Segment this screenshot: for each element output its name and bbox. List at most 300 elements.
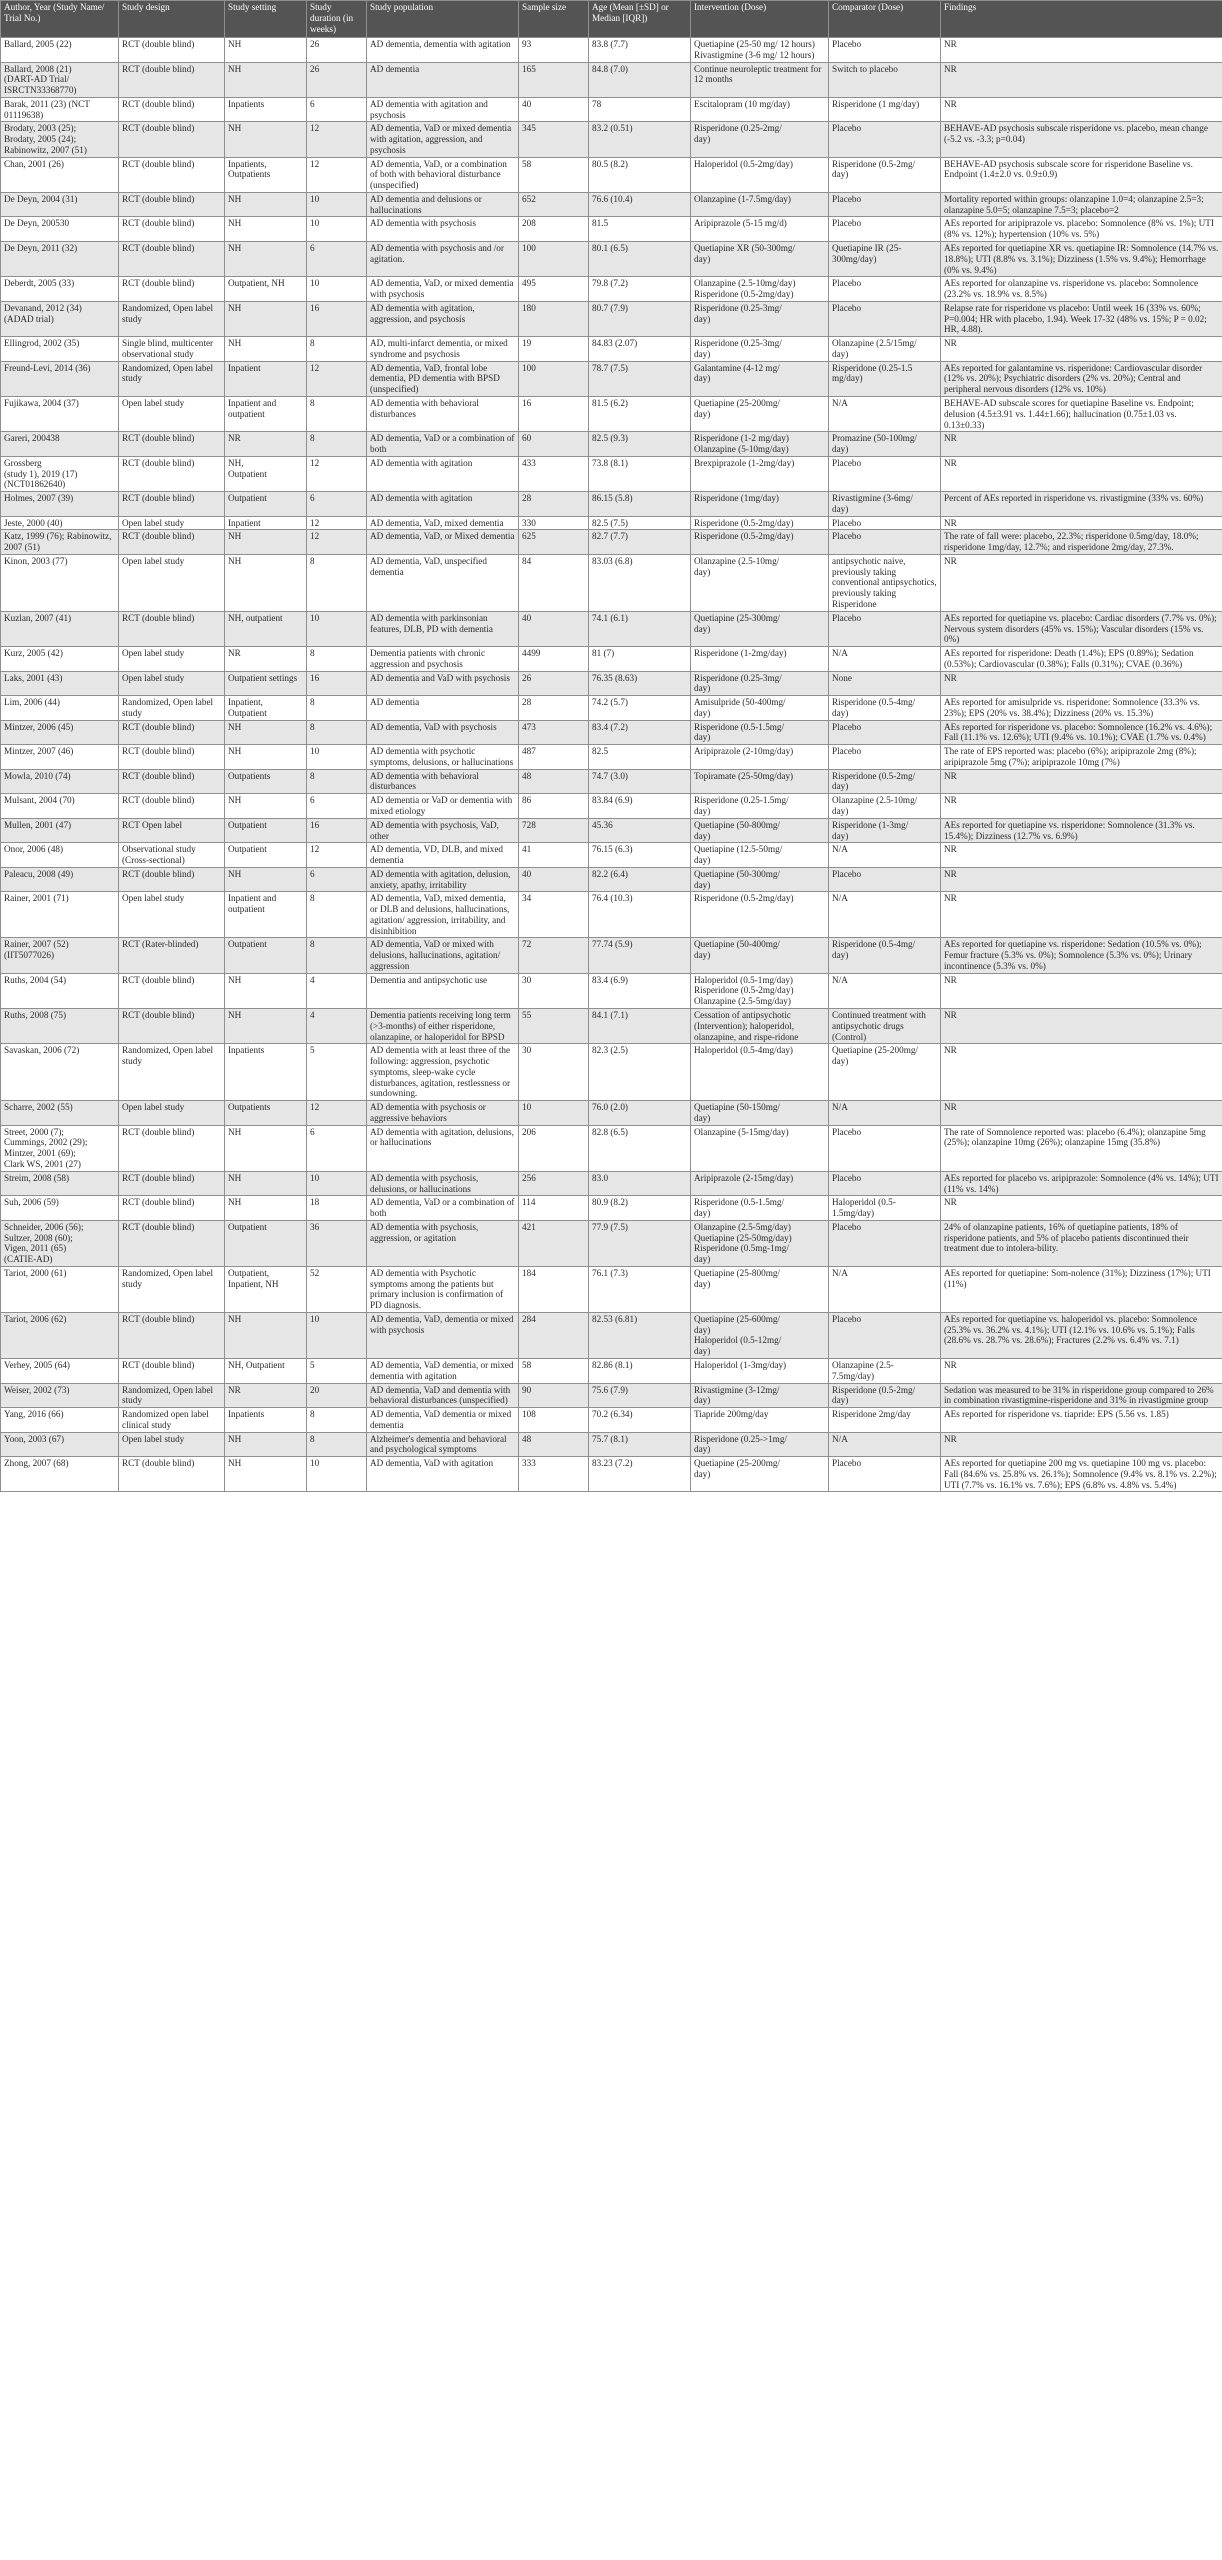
cell-findings: NR bbox=[941, 794, 1222, 819]
cell-setting: Inpatient bbox=[225, 516, 307, 530]
cell-sample: 421 bbox=[519, 1220, 589, 1266]
cell-intervention: Olanzapine (5-15mg/day) bbox=[691, 1125, 829, 1171]
cell-design: RCT (double blind) bbox=[119, 973, 225, 1008]
cell-population: AD dementia with agitation bbox=[367, 492, 519, 517]
cell-author: Mullen, 2001 (47) bbox=[1, 818, 119, 843]
cell-findings: The rate of fall were: placebo, 22.3%; risperidone 0.5mg/day, 18.0%; risperidone 1mg/day, 12.7%; and risperidone 2mg/day, 27.3%. bbox=[941, 530, 1222, 555]
cell-duration: 5 bbox=[307, 1358, 367, 1383]
cell-age: 84.1 (7.1) bbox=[589, 1009, 691, 1044]
cell-findings: NR bbox=[941, 62, 1222, 97]
cell-intervention: Quetiapine (25-200mg/ day) bbox=[691, 396, 829, 431]
cell-sample: 345 bbox=[519, 122, 589, 157]
cell-comparator: N/A bbox=[829, 1432, 941, 1457]
cell-design: RCT (double blind) bbox=[119, 1312, 225, 1358]
cell-age: 75.6 (7.9) bbox=[589, 1383, 691, 1408]
cell-age: 83.8 (7.7) bbox=[589, 38, 691, 63]
cell-author: Katz, 1999 (76); Rabinowitz, 2007 (51) bbox=[1, 530, 119, 555]
cell-author: De Deyn, 200530 bbox=[1, 217, 119, 242]
cell-intervention: Risperidone (0.5-2mg/day) bbox=[691, 530, 829, 555]
cell-age: 80.1 (6.5) bbox=[589, 242, 691, 277]
table-row bbox=[1, 1408, 1222, 1433]
cell-population: AD dementia bbox=[367, 696, 519, 721]
table-row bbox=[1, 1196, 1222, 1221]
cell-sample: 28 bbox=[519, 696, 589, 721]
cell-design: Randomized, Open label study bbox=[119, 1266, 225, 1312]
cell-design: Randomized, Open label study bbox=[119, 361, 225, 396]
table-body bbox=[1, 38, 1222, 1492]
cell-setting: Outpatient bbox=[225, 492, 307, 517]
cell-duration: 8 bbox=[307, 554, 367, 611]
cell-sample: 41 bbox=[519, 843, 589, 868]
cell-findings: NR bbox=[941, 516, 1222, 530]
cell-population: AD dementia, VaD with psychosis bbox=[367, 720, 519, 745]
cell-duration: 5 bbox=[307, 1044, 367, 1101]
cell-intervention: Haloperidol (0.5-2mg/day) bbox=[691, 157, 829, 192]
cell-sample: 165 bbox=[519, 62, 589, 97]
cell-setting: NH, Outpatient bbox=[225, 1358, 307, 1383]
cell-population: AD dementia, VaD dementia or mixed dementia bbox=[367, 1408, 519, 1433]
cell-comparator: Placebo bbox=[829, 745, 941, 770]
cell-intervention: Risperidone (0.25-3mg/ day) bbox=[691, 337, 829, 362]
cell-intervention: Continue neuroleptic treatment for 12 months bbox=[691, 62, 829, 97]
table-row bbox=[1, 157, 1222, 192]
table-row bbox=[1, 1358, 1222, 1383]
cell-age: 83.84 (6.9) bbox=[589, 794, 691, 819]
cell-comparator: Risperidone (0.5-2mg/ day) bbox=[829, 157, 941, 192]
cell-findings: NR bbox=[941, 554, 1222, 611]
cell-age: 45.36 bbox=[589, 818, 691, 843]
table-row bbox=[1, 361, 1222, 396]
cell-sample: 208 bbox=[519, 217, 589, 242]
column-header-design: Study design bbox=[119, 1, 225, 38]
cell-comparator: Promazine (50-100mg/ day) bbox=[829, 432, 941, 457]
cell-intervention: Risperidone (1-2mg/day) bbox=[691, 647, 829, 672]
cell-age: 82.5 (7.5) bbox=[589, 516, 691, 530]
cell-intervention: Quetiapine XR (50-300mg/ day) bbox=[691, 242, 829, 277]
cell-intervention: Quetiapine (50-800mg/ day) bbox=[691, 818, 829, 843]
cell-author: Mulsant, 2004 (70) bbox=[1, 794, 119, 819]
cell-intervention: Risperidone (1mg/day) bbox=[691, 492, 829, 517]
cell-duration: 10 bbox=[307, 745, 367, 770]
column-header-population: Study population bbox=[367, 1, 519, 38]
cell-author: Grossberg (study 1), 2019 (17) (NCT01862640) bbox=[1, 456, 119, 491]
cell-sample: 28 bbox=[519, 492, 589, 517]
cell-intervention: Quetiapine (25-800mg/ day) bbox=[691, 1266, 829, 1312]
cell-setting: NH bbox=[225, 1125, 307, 1171]
cell-comparator: Risperidone (0.5-2mg/ day) bbox=[829, 1383, 941, 1408]
cell-sample: 256 bbox=[519, 1171, 589, 1196]
cell-author: Verhey, 2005 (64) bbox=[1, 1358, 119, 1383]
cell-comparator: Placebo bbox=[829, 301, 941, 336]
cell-setting: Inpatients bbox=[225, 1408, 307, 1433]
cell-intervention: Risperidone (0.25-3mg/ day) bbox=[691, 671, 829, 696]
table-row bbox=[1, 492, 1222, 517]
cell-author: Savaskan, 2006 (72) bbox=[1, 1044, 119, 1101]
cell-design: RCT (double blind) bbox=[119, 530, 225, 555]
column-header-intervention: Intervention (Dose) bbox=[691, 1, 829, 38]
cell-population: AD dementia, VaD or mixed with delusions, hallucinations, agitation/ aggression bbox=[367, 938, 519, 973]
cell-findings: AEs reported for galantamine vs. risperidone: Cardiovascular disorder (12% vs. 20%); Psychiatric disorders (2% vs. 20%); Central and peripheral nervous disorders (12% vs. 10%) bbox=[941, 361, 1222, 396]
cell-design: RCT (double blind) bbox=[119, 1220, 225, 1266]
cell-findings: NR bbox=[941, 892, 1222, 938]
cell-sample: 100 bbox=[519, 242, 589, 277]
cell-duration: 6 bbox=[307, 1125, 367, 1171]
cell-author: Rainer, 2007 (52) (IIT5077026) bbox=[1, 938, 119, 973]
cell-population: AD dementia, VaD or a combination of both bbox=[367, 432, 519, 457]
cell-author: Streim, 2008 (58) bbox=[1, 1171, 119, 1196]
cell-population: AD dementia with agitation, aggression, and psychosis bbox=[367, 301, 519, 336]
cell-age: 83.4 (6.9) bbox=[589, 973, 691, 1008]
cell-intervention: Olanzapine (1-7.5mg/day) bbox=[691, 192, 829, 217]
cell-sample: 55 bbox=[519, 1009, 589, 1044]
cell-comparator: Placebo bbox=[829, 530, 941, 555]
cell-comparator: Olanzapine (2.5- 7.5mg/day) bbox=[829, 1358, 941, 1383]
cell-intervention: Quetiapine (25-600mg/ day) Haloperidol (0.5-12mg/ day) bbox=[691, 1312, 829, 1358]
cell-duration: 18 bbox=[307, 1196, 367, 1221]
cell-intervention: Risperidone (0.5-1.5mg/ day) bbox=[691, 720, 829, 745]
cell-intervention: Risperidone (0.25-3mg/ day) bbox=[691, 301, 829, 336]
cell-findings: NR bbox=[941, 973, 1222, 1008]
cell-population: AD dementia or VaD or dementia with mixed etiology bbox=[367, 794, 519, 819]
cell-design: RCT (double blind) bbox=[119, 62, 225, 97]
cell-intervention: Quetiapine (50-300mg/ day) bbox=[691, 867, 829, 892]
cell-design: RCT (double blind) bbox=[119, 611, 225, 646]
cell-intervention: Risperidone (1-2 mg/day) Olanzapine (5-10mg/day) bbox=[691, 432, 829, 457]
cell-intervention: Tiapride 200mg/day bbox=[691, 1408, 829, 1433]
table-row bbox=[1, 1457, 1222, 1492]
cell-findings: The rate of EPS reported was: placebo (6%); aripiprazole 2mg (8%); aripiprazole 5mg (7%); aripiprazole 10mg (7%) bbox=[941, 745, 1222, 770]
cell-intervention: Galantamine (4-12 mg/ day) bbox=[691, 361, 829, 396]
cell-setting: Outpatient settings bbox=[225, 671, 307, 696]
cell-age: 81 (7) bbox=[589, 647, 691, 672]
cell-age: 83.2 (0.51) bbox=[589, 122, 691, 157]
cell-duration: 10 bbox=[307, 1171, 367, 1196]
cell-population: AD dementia, VaD or mixed dementia with agitation, aggression, and psychosis bbox=[367, 122, 519, 157]
cell-intervention: Quetiapine (25-50 mg/ 12 hours) Rivastigmine (3-6 mg/ 12 hours) bbox=[691, 38, 829, 63]
cell-comparator: Risperidone (1 mg/day) bbox=[829, 97, 941, 122]
cell-design: Single blind, multicenter observational study bbox=[119, 337, 225, 362]
cell-design: Randomized, Open label study bbox=[119, 1044, 225, 1101]
cell-design: RCT (double blind) bbox=[119, 192, 225, 217]
cell-setting: NR bbox=[225, 1383, 307, 1408]
cell-duration: 12 bbox=[307, 157, 367, 192]
cell-findings: Percent of AEs reported in risperidone vs. rivastigmine (33% vs. 60%) bbox=[941, 492, 1222, 517]
column-header-findings: Findings bbox=[941, 1, 1222, 38]
cell-intervention: Risperidone (0.5-2mg/day) bbox=[691, 892, 829, 938]
cell-setting: NH bbox=[225, 242, 307, 277]
cell-design: Open label study bbox=[119, 1432, 225, 1457]
cell-age: 70.2 (6.34) bbox=[589, 1408, 691, 1433]
table-row bbox=[1, 973, 1222, 1008]
cell-age: 82.53 (6.81) bbox=[589, 1312, 691, 1358]
cell-design: RCT (double blind) bbox=[119, 1125, 225, 1171]
cell-author: Weiser, 2002 (73) bbox=[1, 1383, 119, 1408]
cell-sample: 48 bbox=[519, 1432, 589, 1457]
cell-duration: 8 bbox=[307, 396, 367, 431]
cell-findings: NR bbox=[941, 769, 1222, 794]
cell-population: AD dementia with psychosis, delusions, or hallucinations bbox=[367, 1171, 519, 1196]
cell-comparator: N/A bbox=[829, 892, 941, 938]
cell-duration: 10 bbox=[307, 277, 367, 302]
cell-population: AD dementia, VaD, frontal lobe dementia, PD dementia with BPSD (unspecified) bbox=[367, 361, 519, 396]
cell-sample: 284 bbox=[519, 1312, 589, 1358]
cell-author: Kurz, 2005 (42) bbox=[1, 647, 119, 672]
cell-intervention: Haloperidol (0.5-1mg/day) Risperidone (0.5-2mg/day) Olanzapine (2.5-5mg/day) bbox=[691, 973, 829, 1008]
cell-setting: Inpatients bbox=[225, 1044, 307, 1101]
table-row bbox=[1, 396, 1222, 431]
cell-setting: NH bbox=[225, 867, 307, 892]
cell-findings: NR bbox=[941, 1358, 1222, 1383]
cell-age: 81.5 bbox=[589, 217, 691, 242]
cell-comparator: Placebo bbox=[829, 217, 941, 242]
cell-author: Chan, 2001 (26) bbox=[1, 157, 119, 192]
table-row bbox=[1, 301, 1222, 336]
cell-comparator: Risperidone (0.5-4mg/ day) bbox=[829, 696, 941, 721]
cell-population: AD dementia, VaD, mixed dementia, or DLB and delusions, hallucinations, agitation/ aggression, irritability, and disinhibition bbox=[367, 892, 519, 938]
cell-age: 78 bbox=[589, 97, 691, 122]
cell-population: Dementia and antipsychotic use bbox=[367, 973, 519, 1008]
cell-intervention: Olanzapine (2.5-10mg/ day) bbox=[691, 554, 829, 611]
cell-design: Open label study bbox=[119, 396, 225, 431]
cell-duration: 4 bbox=[307, 973, 367, 1008]
cell-intervention: Aripiprazole (2-15mg/day) bbox=[691, 1171, 829, 1196]
cell-author: Ruths, 2004 (54) bbox=[1, 973, 119, 1008]
cell-population: AD dementia, VaD with agitation bbox=[367, 1457, 519, 1492]
table-row bbox=[1, 745, 1222, 770]
cell-comparator: Placebo bbox=[829, 122, 941, 157]
cell-design: RCT (double blind) bbox=[119, 492, 225, 517]
cell-findings: AEs reported for risperidone vs. tiapride: EPS (5.56 vs. 1.85) bbox=[941, 1408, 1222, 1433]
cell-findings: AEs reported for quetiapine vs. risperidone: Sedation (10.5% vs. 0%); Femur fracture (5.3% vs. 0%); Somnolence (5.3% vs. 0%); Urinary incontinence (5.3% vs. 0%) bbox=[941, 938, 1222, 973]
cell-age: 77.9 (7.5) bbox=[589, 1220, 691, 1266]
cell-design: RCT (Rater-blinded) bbox=[119, 938, 225, 973]
cell-findings: NR bbox=[941, 867, 1222, 892]
cell-comparator: N/A bbox=[829, 1266, 941, 1312]
cell-comparator: N/A bbox=[829, 396, 941, 431]
cell-duration: 12 bbox=[307, 1101, 367, 1126]
table-row bbox=[1, 1312, 1222, 1358]
cell-comparator: Placebo bbox=[829, 1457, 941, 1492]
table-row bbox=[1, 1220, 1222, 1266]
cell-design: RCT (double blind) bbox=[119, 1009, 225, 1044]
table-row bbox=[1, 867, 1222, 892]
cell-population: AD dementia with psychosis and /or agitation. bbox=[367, 242, 519, 277]
cell-population: AD dementia with Psychotic symptoms among the patients but primary inclusion is confirmation of PD diagnosis. bbox=[367, 1266, 519, 1312]
cell-setting: Outpatients bbox=[225, 769, 307, 794]
cell-design: RCT (double blind) bbox=[119, 1358, 225, 1383]
cell-population: AD dementia, VaD, or Mixed dementia bbox=[367, 530, 519, 555]
cell-findings: AEs reported for quetiapine vs. risperidone: Somnolence (31.3% vs. 15.4%); Dizziness (12.7% vs. 6.9%) bbox=[941, 818, 1222, 843]
cell-age: 82.86 (8.1) bbox=[589, 1358, 691, 1383]
cell-duration: 12 bbox=[307, 456, 367, 491]
cell-population: AD dementia with at least three of the following: aggression, psychotic symptoms, sleep-wake cycle disturbances, agitation, restlessness or sundowning. bbox=[367, 1044, 519, 1101]
table-row bbox=[1, 97, 1222, 122]
cell-design: Randomized, Open label study bbox=[119, 696, 225, 721]
cell-age: 74.7 (3.0) bbox=[589, 769, 691, 794]
cell-author: Tariot, 2000 (61) bbox=[1, 1266, 119, 1312]
cell-population: AD dementia, VaD, unspecified dementia bbox=[367, 554, 519, 611]
cell-intervention: Brexpiprazole (1-2mg/day) bbox=[691, 456, 829, 491]
cell-comparator: Placebo bbox=[829, 277, 941, 302]
cell-setting: NH bbox=[225, 1457, 307, 1492]
cell-setting: Inpatients bbox=[225, 97, 307, 122]
cell-author: Fujikawa, 2004 (37) bbox=[1, 396, 119, 431]
cell-duration: 10 bbox=[307, 1312, 367, 1358]
cell-setting: Outpatient bbox=[225, 1220, 307, 1266]
cell-sample: 333 bbox=[519, 1457, 589, 1492]
cell-findings: Relapse rate for risperidone vs placebo: Until week 16 (33% vs. 60%; P=0.004; HR with placebo, 1.94). Week 17-32 (48% vs. 15%; P = 0.02; HR, 4.88). bbox=[941, 301, 1222, 336]
cell-design: Randomized open label clinical study bbox=[119, 1408, 225, 1433]
cell-author: Yang, 2016 (66) bbox=[1, 1408, 119, 1433]
cell-intervention: Rivastigmine (3-12mg/ day) bbox=[691, 1383, 829, 1408]
cell-population: AD dementia, VaD or a combination of both bbox=[367, 1196, 519, 1221]
cell-age: 82.3 (2.5) bbox=[589, 1044, 691, 1101]
cell-setting: Outpatient bbox=[225, 818, 307, 843]
cell-design: RCT (double blind) bbox=[119, 867, 225, 892]
cell-author: Jeste, 2000 (40) bbox=[1, 516, 119, 530]
cell-sample: 19 bbox=[519, 337, 589, 362]
cell-design: RCT Open label bbox=[119, 818, 225, 843]
cell-setting: NH bbox=[225, 192, 307, 217]
cell-author: Freund-Levi, 2014 (36) bbox=[1, 361, 119, 396]
cell-sample: 90 bbox=[519, 1383, 589, 1408]
cell-findings: Sedation was measured to be 31% in risperidone group compared to 26% in combination rivastigmine-risperidone and 31% in rivastigmine group bbox=[941, 1383, 1222, 1408]
table-row bbox=[1, 938, 1222, 973]
cell-sample: 40 bbox=[519, 97, 589, 122]
table-row bbox=[1, 720, 1222, 745]
cell-design: Open label study bbox=[119, 1101, 225, 1126]
cell-setting: NH bbox=[225, 1432, 307, 1457]
cell-comparator: Placebo bbox=[829, 192, 941, 217]
cell-intervention: Quetiapine (25-300mg/ day) bbox=[691, 611, 829, 646]
cell-sample: 487 bbox=[519, 745, 589, 770]
cell-age: 82.5 bbox=[589, 745, 691, 770]
cell-design: RCT (double blind) bbox=[119, 1196, 225, 1221]
cell-age: 84.83 (2.07) bbox=[589, 337, 691, 362]
cell-duration: 8 bbox=[307, 1408, 367, 1433]
cell-duration: 8 bbox=[307, 696, 367, 721]
cell-findings: NR bbox=[941, 97, 1222, 122]
cell-population: AD dementia, VaD, mixed dementia bbox=[367, 516, 519, 530]
cell-sample: 100 bbox=[519, 361, 589, 396]
cell-intervention: Olanzapine (2.5-5mg/day) Quetiapine (25-50mg/day) Risperidone (0.5mg-1mg/ day) bbox=[691, 1220, 829, 1266]
cell-sample: 108 bbox=[519, 1408, 589, 1433]
cell-sample: 84 bbox=[519, 554, 589, 611]
cell-comparator: Placebo bbox=[829, 516, 941, 530]
cell-duration: 8 bbox=[307, 337, 367, 362]
cell-findings: NR bbox=[941, 1044, 1222, 1101]
cell-sample: 93 bbox=[519, 38, 589, 63]
cell-sample: 58 bbox=[519, 1358, 589, 1383]
cell-author: Street, 2000 (7); Cummings, 2002 (29); Mintzer, 2001 (69); Clark WS, 2001 (27) bbox=[1, 1125, 119, 1171]
cell-duration: 8 bbox=[307, 769, 367, 794]
cell-age: 74.1 (6.1) bbox=[589, 611, 691, 646]
cell-sample: 4499 bbox=[519, 647, 589, 672]
table-row bbox=[1, 554, 1222, 611]
cell-intervention: Risperidone (0.25-1.5mg/ day) bbox=[691, 794, 829, 819]
cell-setting: NH, Outpatient bbox=[225, 456, 307, 491]
cell-design: Randomized, Open label study bbox=[119, 301, 225, 336]
cell-setting: NH bbox=[225, 337, 307, 362]
cell-population: AD dementia, VD, DLB, and mixed dementia bbox=[367, 843, 519, 868]
cell-sample: 10 bbox=[519, 1101, 589, 1126]
cell-population: AD dementia with behavioral disturbances bbox=[367, 769, 519, 794]
cell-comparator: antipsychotic naive, previously taking conventional antipsychotics, previously taking Risperidone bbox=[829, 554, 941, 611]
cell-comparator: N/A bbox=[829, 1101, 941, 1126]
cell-duration: 16 bbox=[307, 301, 367, 336]
cell-age: 86.15 (5.8) bbox=[589, 492, 691, 517]
cell-population: AD dementia with psychosis, aggression, or agitation bbox=[367, 1220, 519, 1266]
cell-intervention: Haloperidol (1-3mg/day) bbox=[691, 1358, 829, 1383]
cell-comparator: Switch to placebo bbox=[829, 62, 941, 97]
cell-duration: 52 bbox=[307, 1266, 367, 1312]
cell-comparator: Placebo bbox=[829, 1125, 941, 1171]
table-row bbox=[1, 38, 1222, 63]
cell-findings: NR bbox=[941, 1196, 1222, 1221]
table-row bbox=[1, 818, 1222, 843]
cell-setting: NH bbox=[225, 973, 307, 1008]
cell-population: AD dementia with psychosis, VaD, other bbox=[367, 818, 519, 843]
cell-author: Lim, 2006 (44) bbox=[1, 696, 119, 721]
column-header-author: Author, Year (Study Name/ Trial No.) bbox=[1, 1, 119, 38]
cell-design: RCT (double blind) bbox=[119, 720, 225, 745]
cell-findings: NR bbox=[941, 1101, 1222, 1126]
cell-setting: NH bbox=[225, 1196, 307, 1221]
cell-design: RCT (double blind) bbox=[119, 432, 225, 457]
cell-findings: The rate of Somnolence reported was: placebo (6.4%); olanzapine 5mg (25%); olanzapine 10mg (26%); olanzapine 15mg (35.8%) bbox=[941, 1125, 1222, 1171]
cell-author: De Deyn, 2011 (32) bbox=[1, 242, 119, 277]
cell-age: 78.7 (7.5) bbox=[589, 361, 691, 396]
cell-intervention: Amisulpride (50-400mg/ day) bbox=[691, 696, 829, 721]
table-row bbox=[1, 1171, 1222, 1196]
cell-population: Dementia patients with chronic aggression and psychosis bbox=[367, 647, 519, 672]
cell-duration: 6 bbox=[307, 97, 367, 122]
cell-intervention: Cessation of antipsychotic (Intervention); haloperidol, olanzapine, and rispe-ridone bbox=[691, 1009, 829, 1044]
cell-findings: BEHAVE-AD psychosis subscale score for risperidone Baseline vs. Endpoint (1.4±2.0 vs. 0.9±0.9) bbox=[941, 157, 1222, 192]
cell-comparator: Placebo bbox=[829, 867, 941, 892]
cell-population: AD dementia with behavioral disturbances bbox=[367, 396, 519, 431]
table-row bbox=[1, 1383, 1222, 1408]
cell-intervention: Quetiapine (25-200mg/ day) bbox=[691, 1457, 829, 1492]
cell-age: 80.7 (7.9) bbox=[589, 301, 691, 336]
cell-population: AD dementia with psychotic symptoms, delusions, or hallucinations bbox=[367, 745, 519, 770]
table-header-row bbox=[1, 1, 1222, 38]
cell-duration: 36 bbox=[307, 1220, 367, 1266]
cell-design: RCT (double blind) bbox=[119, 97, 225, 122]
table-row bbox=[1, 456, 1222, 491]
cell-findings: NR bbox=[941, 1432, 1222, 1457]
cell-intervention: Escitalopram (10 mg/day) bbox=[691, 97, 829, 122]
cell-setting: NH bbox=[225, 122, 307, 157]
cell-sample: 180 bbox=[519, 301, 589, 336]
cell-sample: 625 bbox=[519, 530, 589, 555]
cell-age: 76.35 (8.63) bbox=[589, 671, 691, 696]
cell-duration: 8 bbox=[307, 647, 367, 672]
cell-comparator: Placebo bbox=[829, 1312, 941, 1358]
cell-comparator: Placebo bbox=[829, 1220, 941, 1266]
cell-duration: 6 bbox=[307, 867, 367, 892]
column-header-setting: Study setting bbox=[225, 1, 307, 38]
table-row bbox=[1, 530, 1222, 555]
cell-comparator: Continued treatment with antipsychotic drugs (Control) bbox=[829, 1009, 941, 1044]
cell-author: Mowla, 2010 (74) bbox=[1, 769, 119, 794]
cell-age: 76.1 (7.3) bbox=[589, 1266, 691, 1312]
cell-population: AD dementia and delusions or hallucinations bbox=[367, 192, 519, 217]
cell-population: AD dementia with agitation, delusion, anxiety, apathy, irritability bbox=[367, 867, 519, 892]
cell-duration: 12 bbox=[307, 843, 367, 868]
cell-comparator: Rivastigmine (3-6mg/ day) bbox=[829, 492, 941, 517]
cell-findings: NR bbox=[941, 1009, 1222, 1044]
